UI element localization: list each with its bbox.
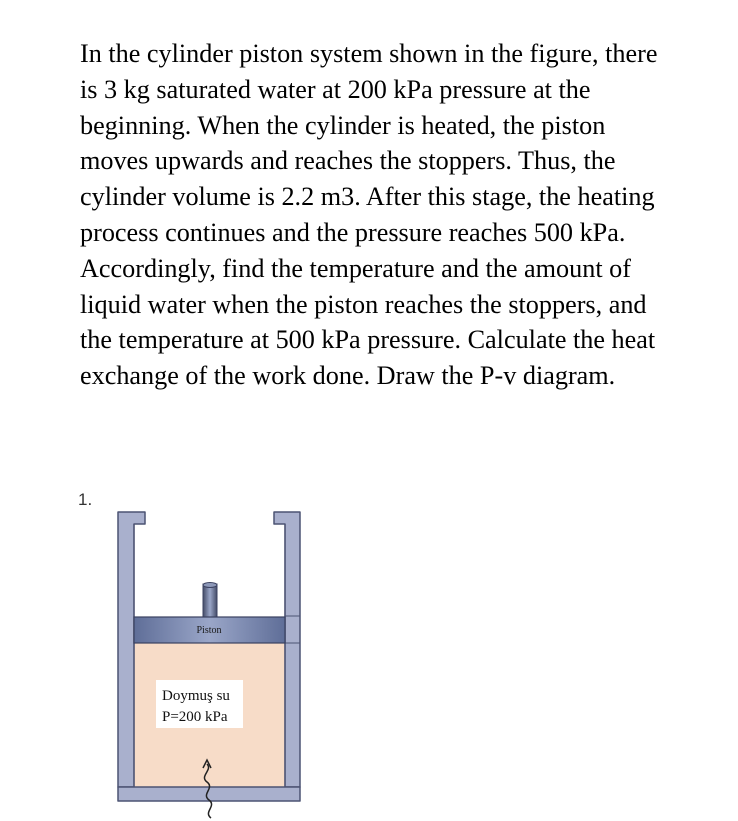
content-label-line1: Doymuş su bbox=[162, 688, 230, 704]
problem-statement: In the cylinder piston system shown in the figure, there is 3 kg saturated water at 200 kPa pressure at the beginning. When the cylinder is heated, the piston moves upwards and reaches the stoppers. Thus, the cylinder volume is 2.2 m3. After this stage, the heating process continues and the pressure reaches 500 kPa. Accordingly, find the temperature and the amount of liquid water when the piston reaches the stoppers, and the temperature at 500 kPa pressure. Calculate the heat exchange of the work done. Draw the P-v diagram. bbox=[80, 39, 658, 391]
item-number: 1. bbox=[78, 490, 93, 509]
content-label-line2: P=200 kPa bbox=[162, 709, 228, 725]
piston-rod-top bbox=[203, 583, 217, 588]
piston-label: Piston bbox=[196, 625, 222, 636]
piston-rod bbox=[203, 584, 217, 617]
